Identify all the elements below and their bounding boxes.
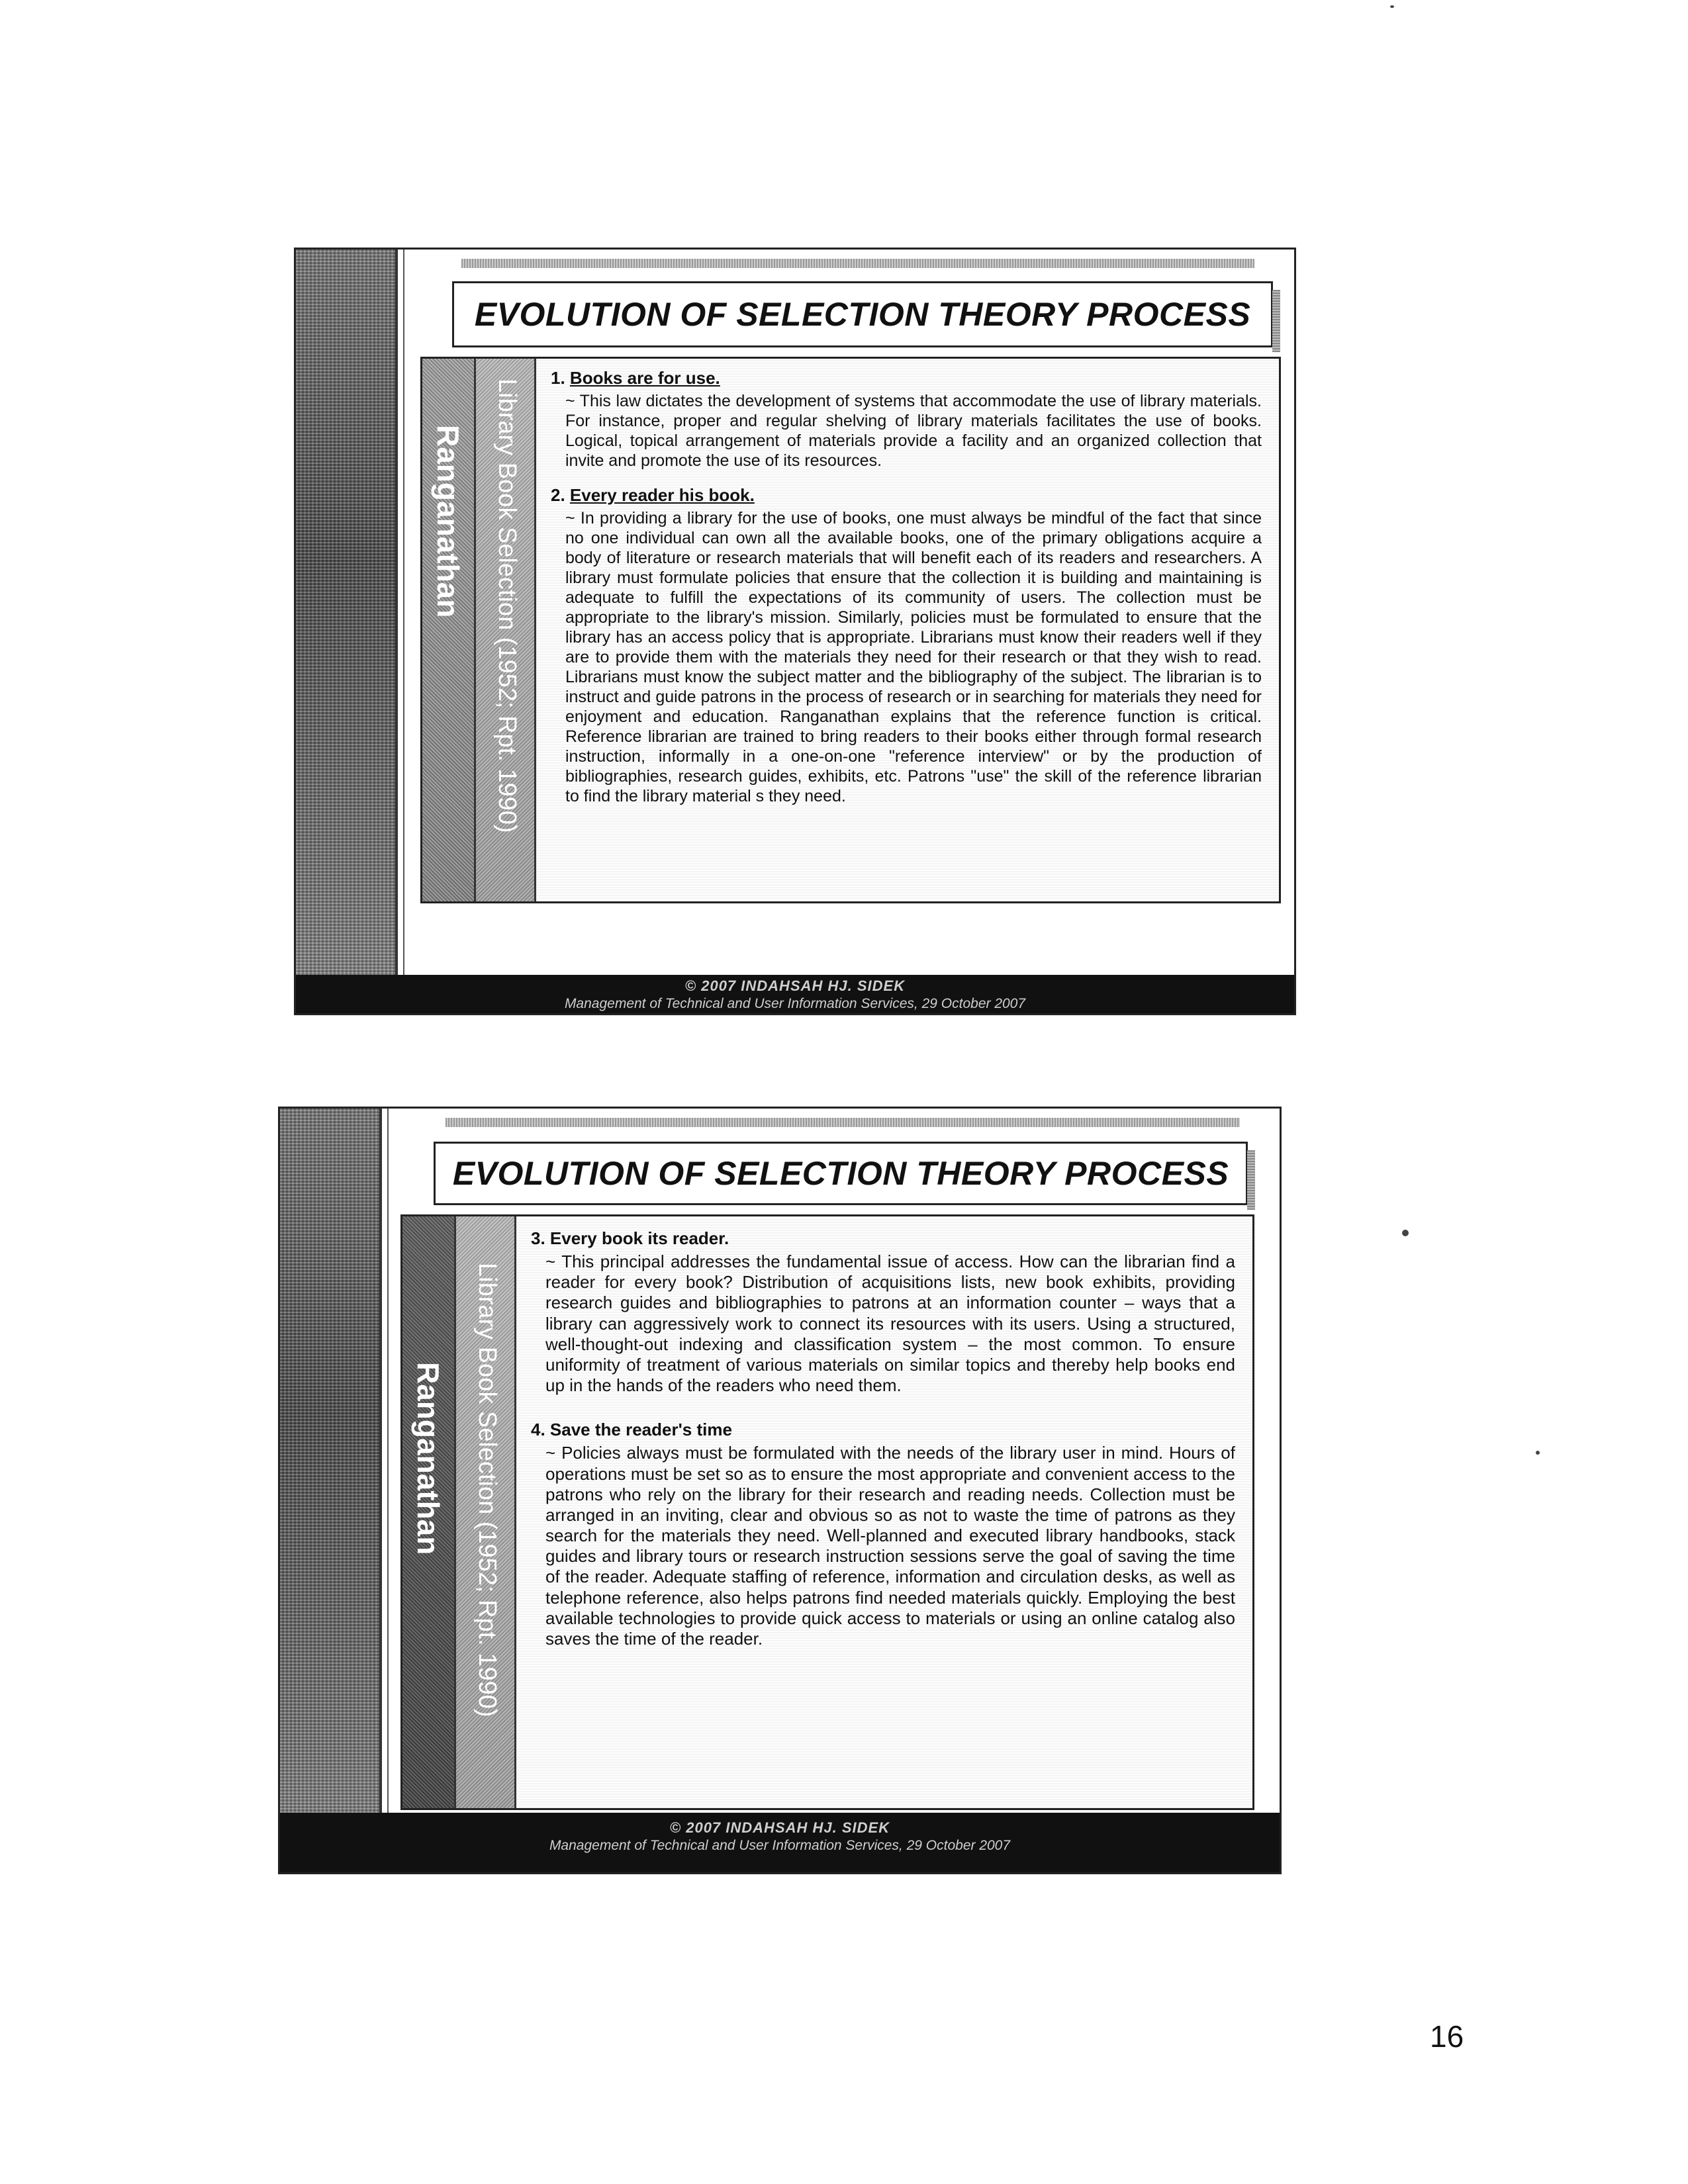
slide-texture-strip — [280, 1109, 379, 1872]
slide-content — [400, 1214, 1254, 1810]
slide-body — [516, 1216, 1252, 1808]
footer-course: Management of Technical and User Information Services, 29 October 2007 — [549, 1838, 1011, 1853]
slide-title-box — [434, 1142, 1248, 1205]
slide-footer — [280, 1813, 1280, 1872]
slide-title: EVOLUTION OF SELECTION THEORY PROCESS — [452, 1155, 1229, 1192]
work-band — [476, 359, 536, 901]
work-band — [456, 1216, 516, 1808]
author-band — [422, 359, 476, 901]
slide-title: EVOLUTION OF SELECTION THEORY PROCESS — [474, 296, 1251, 333]
law-text: ~ This law dictates the development of systems that accommodate the use of library materials. For instance, proper and regular shelving of library materials facilitates the use of books. Logical, topical arrangement of materials provide a facility and an organized collection that invite and promote the use of its resources. — [565, 392, 1262, 470]
slide-title-box — [452, 281, 1273, 347]
law-heading: 2. Every reader his book. — [551, 485, 755, 505]
law-text: ~ Policies always must be formulated with the needs of the library user in mind. Hours of operations must be set so as to ensure the most appropriate and convenient access to the patrons who rely on the library for their research and reading needs. Collection must be arranged in an inviting, clear and obvious so as not to waste the time of patrons as they search for the materials they need. Well-planned and executed library handbooks, stack guides and library tours or research instruction sessions serve the goal of saving the time of the reader. Adequate staffing of reference, information and circulation desks, as well as telephone reference, also helps patrons find needed materials quickly. Employing the best available technologies to provide quick access to materials or using an online catalog also saves the time of the reader. — [545, 1443, 1235, 1649]
slide-texture-strip — [296, 250, 395, 1013]
slide-footer — [296, 975, 1294, 1013]
footer-copyright: © 2007 INDAHSAH HJ. SIDEK — [684, 978, 906, 994]
author-name: Ranganathan — [431, 425, 465, 618]
law-heading: 1. Books are for use. — [551, 368, 720, 388]
law-text: ~ This principal addresses the fundamental issue of access. How can the librarian find a reader for every book? Distribution of acquisitions lists, new book exhibits, providing research guides and bibliographies to patrons at an information counter – ways that a library can aggressively work to connect its resources with its users. Using a structured, well-thought-out indexing and classification system – the most common. To ensure uniformity of treatment of various materials on similar topics and thereby help books end up in the hands of the readers who need them. — [545, 1251, 1235, 1396]
author-band — [402, 1216, 456, 1808]
slide-content — [420, 357, 1281, 903]
page-number: 16 — [1430, 2019, 1464, 2054]
footer-copyright: © 2007 INDAHSAH HJ. SIDEK — [669, 1819, 890, 1836]
law-text: ~ In providing a library for the use of books, one must always be mindful of the fact that since no one individual can own all the available books, one of the primary obligations acquire a body of literature or research materials that will benefit each of its readers and researchers. A library must formulate policies that ensure that the collection it is building and maintaining is adequate to fulfill the expectations of its community of users. The collection must be appropriate to the library's mission. Similarly, policies must be formulated to ensure that the library has an access policy that is appropriate. Librarians must know their readers well if they are to provide them with the materials they need for their research or that they wish to read. Librarians must know the subject matter and the bibliography of the subject. The librarian is to instruct and guide patrons in the process of research or in searching for materials they need for enjoyment and education. Ranganathan explains that the reference function is critical. Reference librarian are trained to bring readers to their books either through formal research instruction, informally in a one-on-one "reference interview" or by the production of bibliographies, research guides, exhibits, etc. Patrons "use" the skill of the reference librarian to find the library material s they need. — [565, 509, 1262, 805]
work-title: Library Book Selection (1952; Rpt. 1990) — [493, 379, 521, 833]
footer-course: Management of Technical and User Information Services, 29 October 2007 — [564, 996, 1026, 1011]
law-heading: 4. Save the reader's time — [531, 1420, 732, 1440]
author-name: Ranganathan — [411, 1362, 445, 1555]
slide-body — [536, 359, 1279, 901]
slide-2 — [278, 1107, 1282, 1874]
law-heading: 3. Every book its reader. — [531, 1228, 729, 1248]
work-title: Library Book Selection (1952; Rpt. 1990) — [473, 1263, 501, 1717]
slide-1 — [294, 248, 1296, 1015]
